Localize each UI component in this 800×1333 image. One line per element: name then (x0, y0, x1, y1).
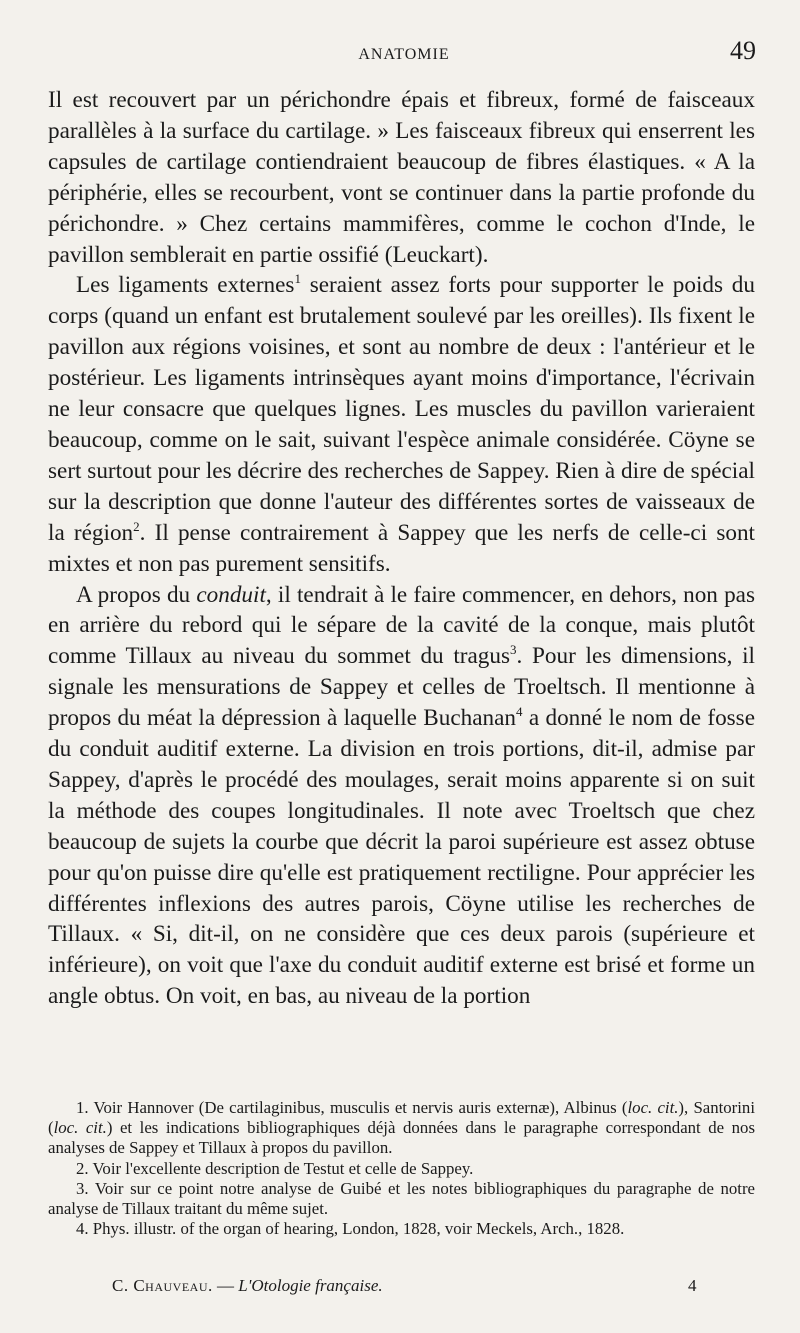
footnotes (48, 1098, 755, 1239)
paragraph (48, 270, 755, 579)
body-text (48, 85, 755, 1012)
footnote (48, 1219, 755, 1239)
running-title: ANATOMIE (358, 46, 450, 63)
footnote (48, 1179, 755, 1219)
paragraph-text: Il est recouvert par un périchondre épais et fibreux, formé de faisceaux parallèles à la surface du cartilage. » Les faisceaux fibreux qui enserrent les capsules de cartilage contiendraient beaucoup de fibres élastiques. « A la périphérie, elles se recourbent, vont se continuer dans la partie profonde du périchondre. » Chez certains mammifères, comme le cochon d'Inde, le pavillon semblerait en partie ossifié (Leuckart). (48, 87, 755, 268)
page-number: 49 (730, 36, 756, 65)
footnote-text: 1. Voir Hannover (De cartilaginibus, musculis et nervis auris externæ), Albinus ( (76, 1098, 628, 1117)
paragraph-text: Les ligaments externes (76, 272, 295, 299)
paragraph (48, 580, 755, 1013)
paragraph-text: . Pour les dimensions, il signale les mensurations de Sappey et celles de Troeltsch. Il mentionne à propos du méat la dépression à laquelle Buchanan (48, 643, 755, 732)
page-header (48, 36, 760, 72)
paragraph-text: A propos du (76, 581, 197, 608)
footnote-text: 2. Voir l'excellente description de Testut et celle de Sappey. (76, 1158, 474, 1178)
footnote-text: 3. Voir sur ce point notre analyse de Guibé et les notes bibliographiques du paragraphe de notre analyse de Tillaux traitant du même sujet. (48, 1178, 755, 1219)
footnote (48, 1098, 755, 1159)
book-signature (112, 1276, 383, 1296)
separator: — (212, 1276, 239, 1295)
footnote-text: ) et les indications bibliographiques déjà données dans le paragraphe correspondant de nos analyses de Sappey et Tillaux à propos du pavillon. (48, 1118, 755, 1158)
footnote-text: 4. Phys. illustr. of the organ of hearing, London, 1828, voir Meckels, Arch., 1828. (76, 1219, 625, 1239)
footnote-ref: 1 (294, 271, 301, 287)
paragraph-text: seraient assez forts pour supporter le poids du corps (quand un enfant est brutalement soulevé par les oreilles). Ils fixent le pavillon aux régions voisines, et sont au nombre de deux : l'antérieur et le postérieur. Les ligaments intrinsèques ayant moins d'importance, l'écrivain ne leur consacre que quelques lignes. Les muscles du pavillon varieraient beaucoup, comme on le sait, suivant l'espèce animale considérée. Cöyne se sert surtout pour les décrire des recherches de Sappey. Rien à dire de spécial sur la description que donne l'auteur des différentes sortes de vaisseaux de la région (48, 272, 755, 546)
book-title: L'Otologie française. (238, 1276, 383, 1295)
footnote-text: ), Santorini ( (48, 1098, 755, 1138)
paragraph-text: . Il pense contrairement à Sappey que les nerfs de celle-ci sont mixtes et non pas purement sensitifs. (48, 519, 755, 577)
footnote-ref: 4 (516, 704, 523, 720)
footnote-ref: 2 (133, 518, 140, 534)
paragraph-text: , il tendrait à le faire commencer, en dehors, non pas en arrière du rebord qui le sépare de la cavité de la conque, mais plutôt comme Tillaux au niveau du sommet du tragus (48, 581, 755, 670)
page-footer (48, 1276, 755, 1300)
paragraph-text: a donné le nom de fosse du conduit auditif externe. La division en trois portions, dit-il, admise par Sappey, d'après le procédé des moulages, serait moins apparente si on suit la méthode des coupes longitudinales. Il note avec Troeltsch que chez beaucoup de sujets la courbe que décrit la paroi supérieure est assez obtuse pour qu'on puisse dire qu'elle est pratiquement rectiligne. Pour apprécier les différentes inflexions des autres parois, Cöyne utilise les recherches de Tillaux. « Si, dit-il, on ne considère que ces deux parois (supérieure et inférieure), on voit que l'axe du conduit auditif externe est brisé et forme un angle obtus. On voit, en bas, au niveau de la portion (48, 705, 755, 1010)
paragraph (48, 85, 755, 270)
emphasis-term: conduit (196, 581, 266, 608)
footnote-ref: 3 (510, 642, 517, 658)
footnote-citation: loc. cit. (53, 1118, 107, 1138)
footnote (48, 1159, 755, 1179)
footnote-citation: loc. cit. (627, 1098, 679, 1117)
author-name: C. Chauveau. (112, 1276, 213, 1295)
signature-mark: 4 (688, 1276, 697, 1295)
